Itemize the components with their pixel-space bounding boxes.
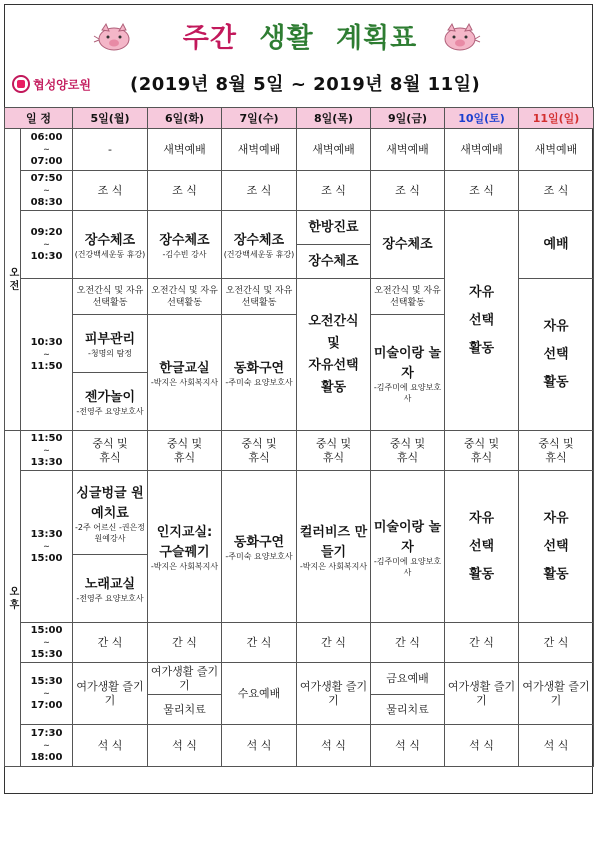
free-l1: 자유 <box>468 284 495 300</box>
lunch-l2: 휴식 <box>322 450 345 464</box>
cell-thu: 석 식 <box>297 725 371 767</box>
cell-mon-snack: 오전간식 및 자유선택활동 <box>73 279 148 315</box>
cell-mon: 조 식 <box>73 171 148 211</box>
cell-thu <box>297 431 371 471</box>
time-end: 15:00 <box>30 552 63 564</box>
logo-text: 협성양로원 <box>33 77 91 92</box>
time-start: 15:30 <box>30 675 63 687</box>
time-end: 08:30 <box>30 196 63 208</box>
header-day-tue: 6일(화) <box>148 108 222 129</box>
table-row <box>5 211 594 245</box>
lunch-l1: 중식 및 <box>463 436 500 450</box>
free-l2: 선택 <box>543 346 569 362</box>
time-cell <box>21 471 73 623</box>
header-row <box>5 108 594 129</box>
time-start: 15:00 <box>30 624 63 636</box>
cell-thu: 간 식 <box>297 623 371 663</box>
time-end: 07:00 <box>30 155 63 167</box>
activity-note: -전영주 요양보호사 <box>76 407 144 416</box>
cell-tue <box>148 431 222 471</box>
date-range: (2019년 8월 5일 ~ 2019년 8월 11일) <box>130 74 481 95</box>
time-start: 11:50 <box>30 432 63 444</box>
activity-title: 컬러비즈 만들기 <box>299 525 368 560</box>
activity-title: 한글교실 <box>159 361 210 376</box>
tilde: ~ <box>43 185 50 195</box>
lunch-l1: 중식 및 <box>315 436 352 450</box>
activity-title: 장수체조 <box>159 233 210 248</box>
time-cell <box>21 171 73 211</box>
thu-l4: 활동 <box>320 379 347 395</box>
title-word-2: 생활 <box>259 23 314 54</box>
cell-tue: 간 식 <box>148 623 222 663</box>
table-row <box>5 129 594 171</box>
activity-note: -김주미에 요양보호사 <box>373 382 442 403</box>
thu-l1: 오전간식 <box>308 313 359 329</box>
cell-fri: 조 식 <box>371 171 445 211</box>
cell-sun: 간 식 <box>519 623 594 663</box>
activity-note: -청명의 탐정 <box>87 349 133 358</box>
activity-title: 장수체조 <box>84 233 136 248</box>
cell-mon: 간 식 <box>73 623 148 663</box>
cell-mon: 여가생활 즐기기 <box>73 663 148 725</box>
cell-tue: 조 식 <box>148 171 222 211</box>
free-l1: 자유 <box>543 510 569 526</box>
cell-wed-snack: 오전간식 및 자유선택활동 <box>222 279 297 315</box>
cell-wed: 간 식 <box>222 623 297 663</box>
cell-tue: 새벽예배 <box>148 129 222 171</box>
cell-wed: 석 식 <box>222 725 297 767</box>
thu-l3: 자유선택 <box>308 357 359 373</box>
activity-title: 인지교실: 구슬꿰기 <box>156 525 213 560</box>
cell-mon-b <box>73 555 148 623</box>
cell-sat: 석 식 <box>445 725 519 767</box>
period-am: 오전 <box>5 129 21 431</box>
lunch-l2: 휴식 <box>396 450 419 464</box>
lunch-l1: 중식 및 <box>241 436 277 450</box>
cell-sat: 간 식 <box>445 623 519 663</box>
cell-fri <box>371 471 445 623</box>
cell-mon <box>73 431 148 471</box>
free-l3: 활동 <box>468 340 495 356</box>
cell-wed <box>222 211 297 279</box>
cell-fri: 석 식 <box>371 725 445 767</box>
cell-fri-b: 물리치료 <box>371 695 445 725</box>
tilde: ~ <box>43 239 50 249</box>
activity-note: (건강백세운동 휴강) <box>223 250 295 259</box>
free-l2: 선택 <box>543 538 569 554</box>
activity-note: -주미숙 요양보호사 <box>225 552 293 561</box>
header-day-sun: 11일(일) <box>519 108 594 129</box>
facility-logo <box>12 74 91 94</box>
cell-sun: 조 식 <box>519 171 594 211</box>
table-row <box>5 623 594 663</box>
title-word-1: 주간 <box>182 23 237 54</box>
activity-note: -박지은 사회복지사 <box>150 378 219 387</box>
tilde: ~ <box>43 637 50 647</box>
cell-mon-b <box>73 373 148 431</box>
cell-sun: 예배 <box>519 211 594 279</box>
activity-note: (건강백세운동 휴강) <box>74 250 146 259</box>
cell-thu-b: 장수체조 <box>297 245 371 279</box>
cell-thu: 새벽예배 <box>297 129 371 171</box>
table-row <box>5 725 594 767</box>
cell-fri: 새벽예배 <box>371 129 445 171</box>
header-day-mon: 5일(월) <box>73 108 148 129</box>
table-row <box>5 431 594 471</box>
activity-note: -전영주 요양보호사 <box>76 594 144 603</box>
cell-tue <box>148 315 222 431</box>
cell-sat: 여가생활 즐기기 <box>445 663 519 725</box>
cell-fri-snack: 오전간식 및 자유선택활동 <box>371 279 445 315</box>
logo-mark-icon <box>12 75 30 93</box>
cell-fri: 장수체조 <box>371 211 445 279</box>
header-day-fri: 9일(금) <box>371 108 445 129</box>
activity-note: -2주 어르신 -권은정 원예강사 <box>74 522 146 543</box>
time-end: 10:30 <box>30 250 63 262</box>
lunch-l2: 휴식 <box>248 450 270 464</box>
time-cell <box>21 279 73 431</box>
cell-wed: 조 식 <box>222 171 297 211</box>
cell-wed <box>222 431 297 471</box>
time-start: 09:20 <box>30 226 63 238</box>
cell-tue <box>148 211 222 279</box>
cell-tue <box>148 471 222 623</box>
free-l3: 활동 <box>543 566 569 582</box>
cell-sat-free <box>445 211 519 431</box>
lunch-l1: 중식 및 <box>166 436 203 450</box>
cell-mon: 석 식 <box>73 725 148 767</box>
activity-note: -박지은 사회복지사 <box>299 562 368 571</box>
activity-title: 피부관리 <box>84 332 136 347</box>
activity-title: 장수체조 <box>233 233 285 248</box>
lunch-l1: 중식 및 <box>92 436 128 450</box>
header-day-wed: 7일(수) <box>222 108 297 129</box>
lunch-l1: 중식 및 <box>538 436 574 450</box>
free-l2: 선택 <box>468 312 495 328</box>
cell-thu <box>297 471 371 623</box>
time-cell <box>21 623 73 663</box>
tilde: ~ <box>43 445 50 455</box>
cell-mon-a <box>73 471 148 555</box>
cell-wed: 새벽예배 <box>222 129 297 171</box>
activity-title: 미술이랑 놀자 <box>373 519 442 555</box>
cell-sun <box>519 431 594 471</box>
cell-sun: 새벽예배 <box>519 129 594 171</box>
time-start: 10:30 <box>30 336 63 348</box>
header-period: 일 정 <box>5 108 73 129</box>
time-start: 13:30 <box>30 528 63 540</box>
cell-sat: 새벽예배 <box>445 129 519 171</box>
cell-fri <box>371 315 445 431</box>
cell-fri-a: 금요예배 <box>371 663 445 695</box>
time-cell <box>21 663 73 725</box>
cell-tue-a: 여가생활 즐기기 <box>148 663 222 695</box>
cell-mon: - <box>73 129 148 171</box>
time-cell <box>21 211 73 279</box>
free-l1: 자유 <box>468 510 495 526</box>
free-l1: 자유 <box>543 318 569 334</box>
tilde: ~ <box>43 349 50 359</box>
cell-tue-b: 물리치료 <box>148 695 222 725</box>
activity-title: 노래교실 <box>84 577 136 592</box>
free-l3: 활동 <box>468 566 495 582</box>
activity-note: -김수빈 강사 <box>162 250 207 259</box>
header-day-sat: 10일(토) <box>445 108 519 129</box>
cell-sun: 석 식 <box>519 725 594 767</box>
thu-l2: 및 <box>327 335 340 351</box>
cell-thu: 조 식 <box>297 171 371 211</box>
table-row <box>5 471 594 555</box>
lunch-l2: 휴식 <box>470 450 493 464</box>
time-end: 17:00 <box>30 699 63 711</box>
lunch-l1: 중식 및 <box>389 436 426 450</box>
free-l3: 활동 <box>543 374 569 390</box>
cell-mon <box>73 211 148 279</box>
time-cell <box>21 725 73 767</box>
activity-title: 미술이랑 놀자 <box>373 345 442 381</box>
lunch-l2: 휴식 <box>173 450 196 464</box>
tilde: ~ <box>43 740 50 750</box>
activity-note: -김주미에 요양보호사 <box>373 556 442 577</box>
cell-sun: 여가생활 즐기기 <box>519 663 594 725</box>
cell-thu <box>297 279 371 431</box>
time-start: 06:00 <box>30 131 63 143</box>
tilde: ~ <box>43 688 50 698</box>
cell-wed <box>222 315 297 431</box>
time-start: 17:30 <box>30 727 63 739</box>
cell-thu-a: 한방진료 <box>297 211 371 245</box>
lunch-l2: 휴식 <box>545 450 567 464</box>
activity-note: -주미숙 요양보호사 <box>225 378 293 387</box>
tilde: ~ <box>43 144 50 154</box>
page-title <box>0 16 600 56</box>
activity-title: 젠가놀이 <box>84 390 136 405</box>
cell-sun-free <box>519 279 594 431</box>
header-day-thu: 8일(목) <box>297 108 371 129</box>
time-end: 15:30 <box>30 648 63 660</box>
cell-thu: 여가생활 즐기기 <box>297 663 371 725</box>
cell-mon-a <box>73 315 148 373</box>
free-l2: 선택 <box>468 538 495 554</box>
cell-sat-free <box>445 471 519 623</box>
time-end: 18:00 <box>30 751 63 763</box>
activity-note: -박지은 사회복지사 <box>150 562 219 571</box>
cell-sat: 조 식 <box>445 171 519 211</box>
cell-wed <box>222 471 297 623</box>
period-pm: 오후 <box>5 431 21 767</box>
cell-sun-free <box>519 471 594 623</box>
time-start: 07:50 <box>30 172 63 184</box>
table-row <box>5 663 594 695</box>
time-end: 13:30 <box>30 456 63 468</box>
cell-tue: 석 식 <box>148 725 222 767</box>
cell-wed: 수요예배 <box>222 663 297 725</box>
lunch-l2: 휴식 <box>99 450 121 464</box>
schedule-table <box>4 107 594 767</box>
activity-title: 동화구연 <box>233 361 285 376</box>
tilde: ~ <box>43 541 50 551</box>
cell-sat <box>445 431 519 471</box>
activity-title: 동화구연 <box>233 535 285 550</box>
activity-title: 싱글벙글 원예치료 <box>76 485 144 521</box>
time-end: 11:50 <box>30 360 63 372</box>
cell-fri <box>371 431 445 471</box>
cell-tue-snack: 오전간식 및 자유선택활동 <box>148 279 222 315</box>
cell-fri: 간 식 <box>371 623 445 663</box>
table-row <box>5 171 594 211</box>
title-word-3: 계획표 <box>335 23 418 54</box>
time-cell <box>21 431 73 471</box>
time-cell <box>21 129 73 171</box>
